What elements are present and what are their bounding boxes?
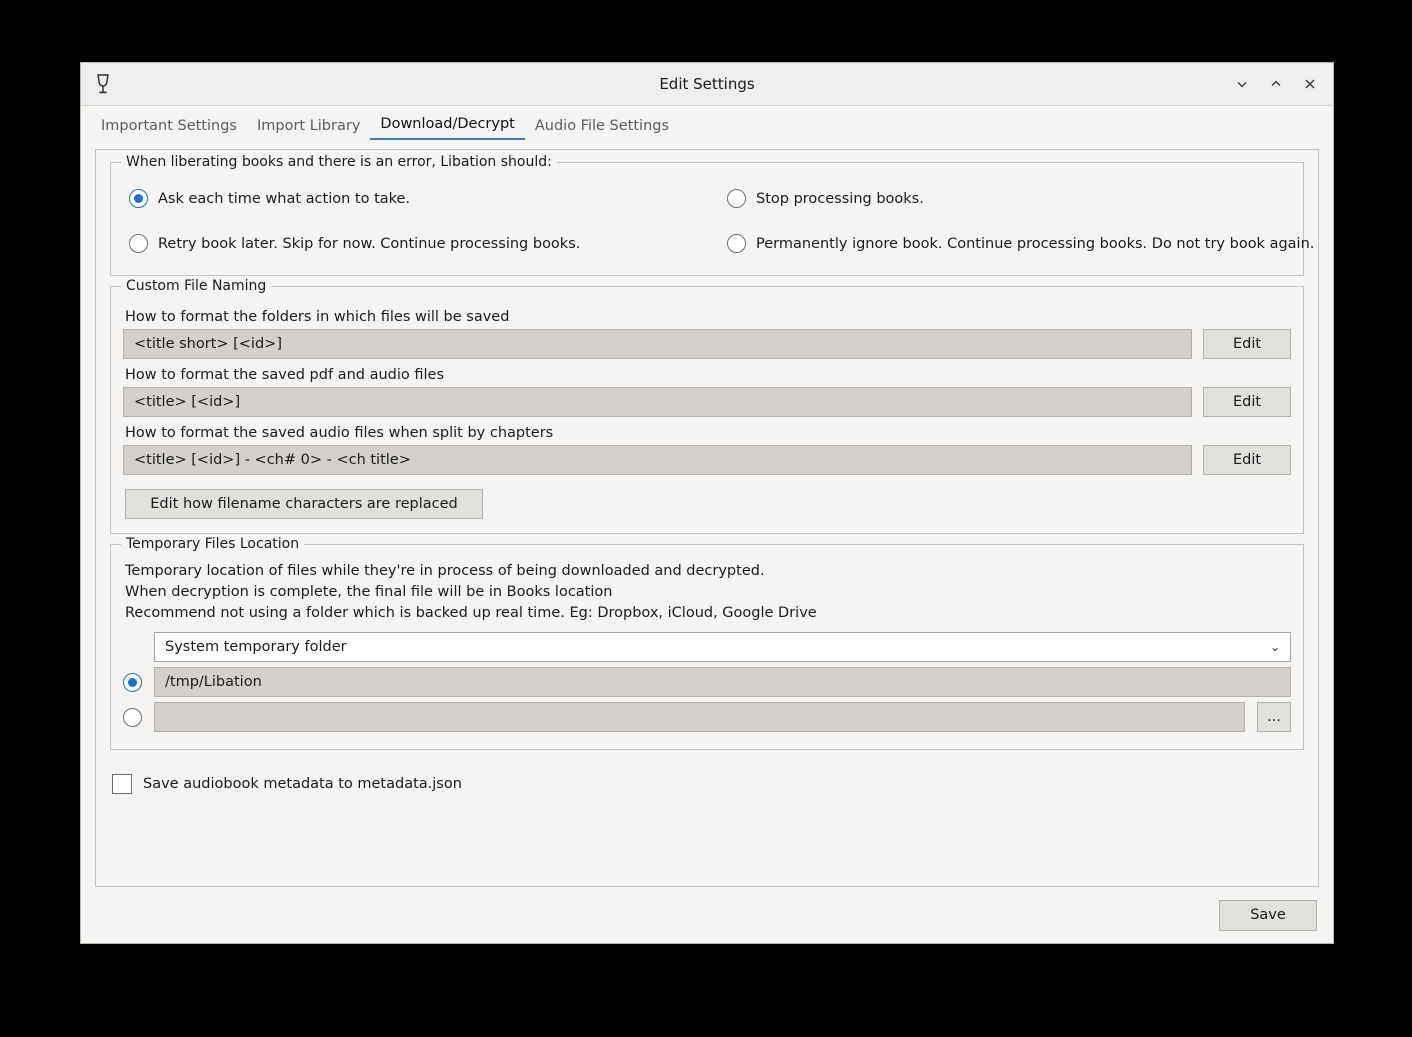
chapter-format-value[interactable]: <title> [<id>] - <ch# 0> - <ch title>: [123, 445, 1192, 475]
radio-custom-temp-folder[interactable]: [123, 708, 142, 727]
wine-glass-icon: [91, 72, 115, 96]
tab-important-settings[interactable]: Important Settings: [101, 118, 237, 134]
download-decrypt-panel: [95, 149, 1319, 887]
maximize-icon[interactable]: [1261, 70, 1291, 98]
temporary-files-group: [110, 536, 1304, 750]
temp-custom-path-row: [123, 702, 1291, 732]
folder-format-row: [123, 329, 1291, 359]
window-controls: [1227, 70, 1325, 98]
tab-download-decrypt[interactable]: Download/Decrypt: [370, 113, 524, 140]
window-titlebar[interactable]: [81, 63, 1333, 106]
browse-temp-folder-button[interactable]: ...: [1257, 702, 1291, 732]
settings-content: [81, 141, 1333, 887]
temp-folder-select-value: System temporary folder: [165, 639, 347, 656]
error-handling-options: [123, 177, 1315, 263]
tab-audio-file-settings[interactable]: Audio File Settings: [534, 118, 670, 134]
save-metadata-checkbox[interactable]: [112, 774, 132, 794]
file-format-value[interactable]: <title> [<id>]: [123, 387, 1192, 417]
radio-permanently-ignore-label: Permanently ignore book. Continue processing books. Do not try book again.: [756, 235, 1315, 252]
temporary-files-description: [125, 561, 1291, 624]
window-footer: [81, 887, 1333, 943]
close-icon[interactable]: [1295, 70, 1325, 98]
save-metadata-row[interactable]: [112, 774, 1304, 794]
radio-permanently-ignore[interactable]: [727, 234, 1314, 253]
file-format-label: How to format the saved pdf and audio files: [125, 367, 444, 383]
radio-ask-each-time-indicator[interactable]: [129, 189, 148, 208]
temp-system-path-row: [123, 667, 1291, 697]
radio-retry-later-indicator[interactable]: [129, 234, 148, 253]
radio-stop-processing-indicator[interactable]: [727, 189, 746, 208]
radio-retry-later[interactable]: [129, 234, 727, 253]
settings-tabbar: [81, 106, 1333, 141]
temporary-files-legend: Temporary Files Location: [121, 536, 304, 552]
temp-folder-select[interactable]: [154, 632, 1291, 662]
edit-filename-characters-button[interactable]: Edit how filename characters are replaced: [125, 489, 483, 519]
file-format-row: [123, 387, 1291, 417]
chevron-down-icon: ⌄: [1269, 640, 1280, 655]
chapter-format-label: How to format the saved audio files when split by chapters: [125, 425, 554, 441]
folder-format-value[interactable]: <title short> [<id>]: [123, 329, 1192, 359]
custom-file-naming-legend: Custom File Naming: [121, 278, 271, 294]
edit-settings-window: [80, 62, 1334, 944]
chapter-format-row: [123, 445, 1291, 475]
temp-desc-line-3: Recommend not using a folder which is backed up real time. Eg: Dropbox, iCloud, Google Drive: [125, 605, 817, 622]
temp-desc-line-1: Temporary location of files while they're in process of being downloaded and decrypted.: [125, 563, 765, 579]
radio-ask-each-time[interactable]: [129, 189, 727, 208]
radio-permanently-ignore-indicator[interactable]: [727, 234, 746, 253]
custom-file-naming-group: [110, 278, 1304, 534]
temp-desc-line-2: When decryption is complete, the final file will be in Books location: [125, 584, 613, 601]
radio-system-temp-folder[interactable]: [123, 673, 142, 692]
edit-folder-format-button[interactable]: Edit: [1203, 329, 1291, 359]
radio-stop-processing-label: Stop processing books.: [756, 190, 924, 207]
tab-import-library[interactable]: Import Library: [256, 118, 361, 134]
edit-file-format-button[interactable]: Edit: [1203, 387, 1291, 417]
save-metadata-label: Save audiobook metadata to metadata.json: [143, 776, 462, 793]
error-handling-legend: When liberating books and there is an error, Libation should:: [121, 154, 557, 170]
folder-format-label: How to format the folders in which files will be saved: [125, 309, 510, 325]
edit-chapter-format-button[interactable]: Edit: [1203, 445, 1291, 475]
minimize-icon[interactable]: [1227, 70, 1257, 98]
radio-retry-later-label: Retry book later. Skip for now. Continue processing books.: [158, 235, 581, 252]
temp-custom-path-input[interactable]: [154, 702, 1245, 732]
window-title: Edit Settings: [659, 75, 755, 93]
radio-stop-processing[interactable]: [727, 189, 1314, 208]
error-handling-group: [110, 154, 1315, 276]
save-button[interactable]: Save: [1219, 900, 1317, 931]
radio-ask-each-time-label: Ask each time what action to take.: [158, 190, 411, 207]
temp-system-path-value[interactable]: /tmp/Libation: [154, 667, 1291, 697]
temp-folder-select-row: [123, 632, 1291, 662]
